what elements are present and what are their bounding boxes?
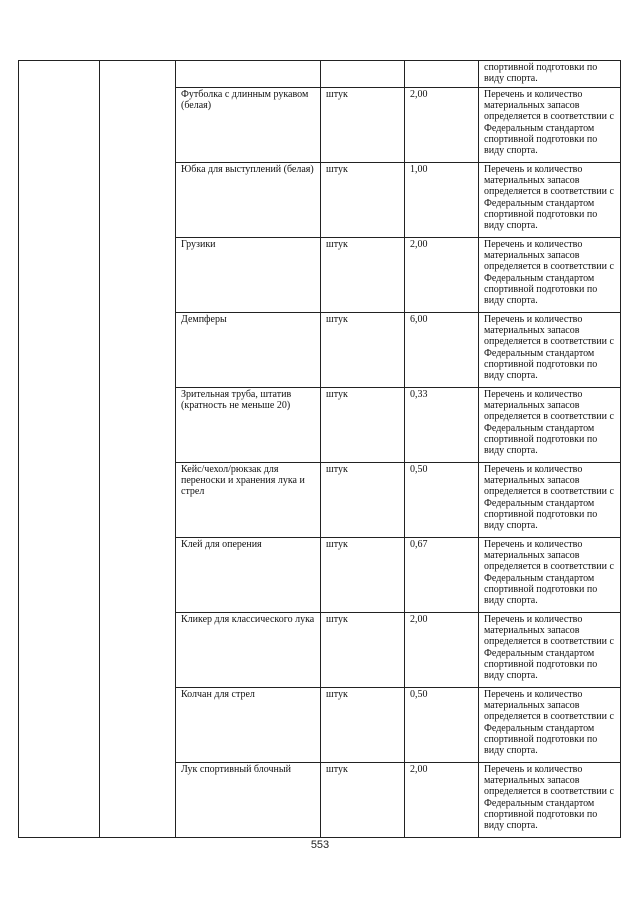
item-qty: 2,00 bbox=[405, 238, 479, 313]
item-name: Лук спортивный блочный bbox=[176, 763, 321, 838]
item-name: Футболка с длинным рукавом (белая) bbox=[176, 88, 321, 163]
item-unit: штук bbox=[321, 538, 405, 613]
item-note: Перечень и количество материальных запасов определяется в соответствии с Федеральным стандартом спортивной подготовки по виду спорта. bbox=[479, 538, 621, 613]
item-name: Кликер для классического лука bbox=[176, 613, 321, 688]
item-qty: 2,00 bbox=[405, 763, 479, 838]
merged-cell-col1 bbox=[19, 61, 100, 838]
table-row bbox=[19, 61, 621, 88]
item-unit: штук bbox=[321, 463, 405, 538]
item-name bbox=[176, 61, 321, 88]
item-note: Перечень и количество материальных запасов определяется в соответствии с Федеральным стандартом спортивной подготовки по виду спорта. bbox=[479, 688, 621, 763]
item-name: Грузики bbox=[176, 238, 321, 313]
item-name: Демпферы bbox=[176, 313, 321, 388]
item-unit: штук bbox=[321, 313, 405, 388]
item-note: Перечень и количество материальных запасов определяется в соответствии с Федеральным стандартом спортивной подготовки по виду спорта. bbox=[479, 88, 621, 163]
item-unit: штук bbox=[321, 688, 405, 763]
item-note: Перечень и количество материальных запасов определяется в соответствии с Федеральным стандартом спортивной подготовки по виду спорта. bbox=[479, 238, 621, 313]
page-number: 553 bbox=[310, 839, 330, 851]
item-note: Перечень и количество материальных запасов определяется в соответствии с Федеральным стандартом спортивной подготовки по виду спорта. bbox=[479, 463, 621, 538]
item-unit bbox=[321, 61, 405, 88]
item-unit: штук bbox=[321, 88, 405, 163]
item-note: Перечень и количество материальных запасов определяется в соответствии с Федеральным стандартом спортивной подготовки по виду спорта. bbox=[479, 388, 621, 463]
item-qty: 0,67 bbox=[405, 538, 479, 613]
item-name: Кейс/чехол/рюкзак для переноски и хранения лука и стрел bbox=[176, 463, 321, 538]
item-qty: 6,00 bbox=[405, 313, 479, 388]
item-qty: 2,00 bbox=[405, 88, 479, 163]
item-note: Перечень и количество материальных запасов определяется в соответствии с Федеральным стандартом спортивной подготовки по виду спорта. bbox=[479, 763, 621, 838]
item-qty: 0,50 bbox=[405, 688, 479, 763]
item-unit: штук bbox=[321, 238, 405, 313]
item-unit: штук bbox=[321, 763, 405, 838]
item-name: Колчан для стрел bbox=[176, 688, 321, 763]
item-name: Юбка для выступлений (белая) bbox=[176, 163, 321, 238]
item-qty bbox=[405, 61, 479, 88]
merged-cell-col2 bbox=[100, 61, 176, 838]
item-qty: 0,33 bbox=[405, 388, 479, 463]
equipment-table bbox=[18, 60, 621, 838]
item-note: Перечень и количество материальных запасов определяется в соответствии с Федеральным стандартом спортивной подготовки по виду спорта. bbox=[479, 313, 621, 388]
item-name: Клей для оперения bbox=[176, 538, 321, 613]
item-qty: 2,00 bbox=[405, 613, 479, 688]
item-qty: 0,50 bbox=[405, 463, 479, 538]
item-unit: штук bbox=[321, 388, 405, 463]
item-unit: штук bbox=[321, 163, 405, 238]
item-qty: 1,00 bbox=[405, 163, 479, 238]
item-note: Перечень и количество материальных запасов определяется в соответствии с Федеральным стандартом спортивной подготовки по виду спорта. bbox=[479, 613, 621, 688]
item-note: Перечень и количество материальных запасов определяется в соответствии с Федеральным стандартом спортивной подготовки по виду спорта. bbox=[479, 163, 621, 238]
item-name: Зрительная труба, штатив (кратность не меньше 20) bbox=[176, 388, 321, 463]
item-unit: штук bbox=[321, 613, 405, 688]
item-note: спортивной подготовки по виду спорта. bbox=[479, 61, 621, 88]
